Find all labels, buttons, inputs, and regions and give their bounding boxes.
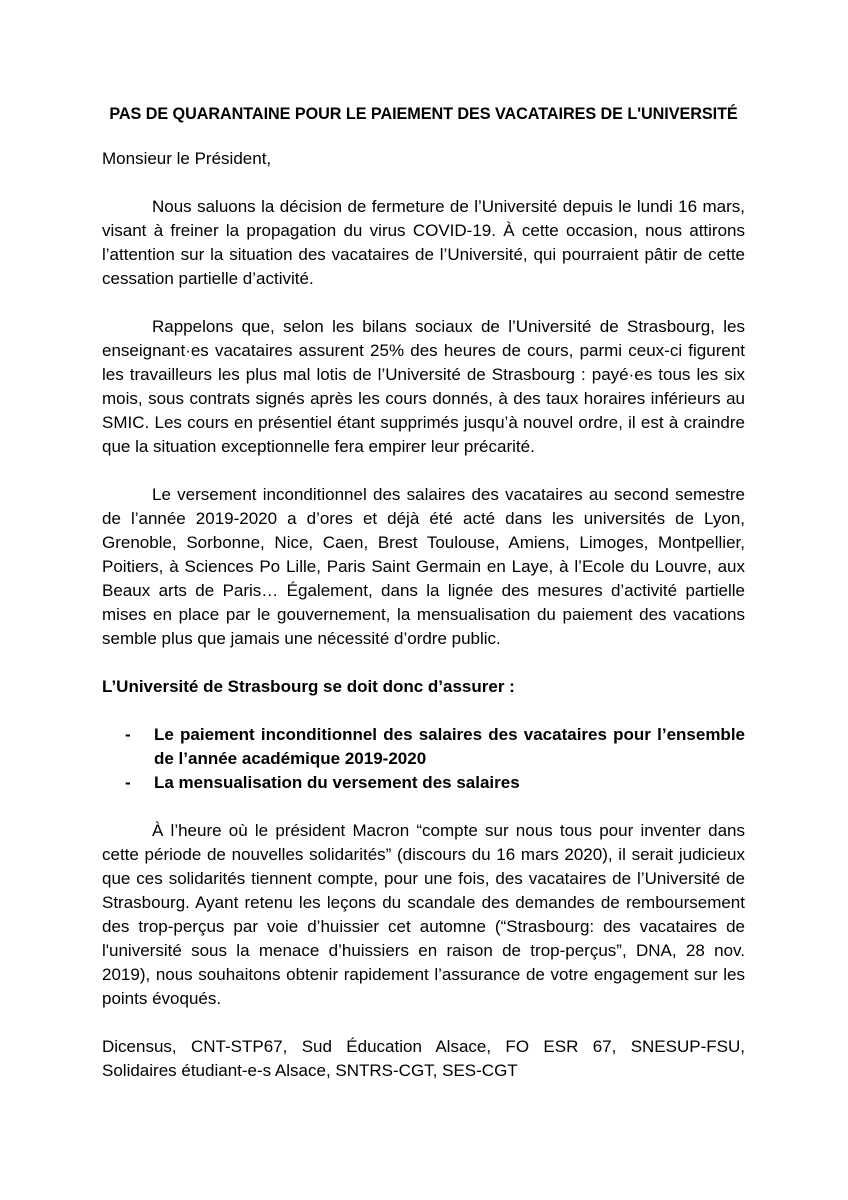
document-title: PAS DE QUARANTAINE POUR LE PAIEMENT DES VACATAIRES DE L'UNIVERSITÉ bbox=[109, 105, 738, 123]
signatories: Dicensus, CNT-STP67, Sud Éducation Alsace, FO ESR 67, SNESUP-FSU, Solidaires étudiant-e-s Alsace, SNTRS-CGT, SES-CGT bbox=[102, 1037, 745, 1080]
paragraph-other-universities: Le versement inconditionnel des salaires des vacataires au second semestre de l’année 2019-2020 a d’ores et déjà été acté dans les universités de Lyon, Grenoble, Sorbonne, Nice, Caen, Brest Toulouse, Amiens, Limoges, Montpellier, Poitiers, à Sciences Po Lille, Paris Saint Germain en Laye, à l’Ecole du Louvre, aux Beaux arts de Paris… Également, dans la lignée des mesures d’activité partielle mises en place par le gouvernement, la mensualisation du paiement des vacations semble plus que jamais une nécessité d’ordre public. bbox=[102, 485, 745, 648]
bullet-dash: - bbox=[125, 725, 131, 744]
document-body bbox=[102, 102, 745, 1083]
greeting: Monsieur le Président, bbox=[102, 149, 272, 168]
demand-text: La mensualisation du versement des salaires bbox=[154, 773, 520, 792]
paragraph-closure-decision: Nous saluons la décision de fermeture de l’Université depuis le lundi 16 mars, visant à freiner la propagation du virus COVID-19. À cette occasion, nous attirons l’attention sur la situation des vacataires de l’Université, qui pourraient pâtir de cette cessation partielle d’activité. bbox=[102, 197, 745, 288]
demands-heading: L’Université de Strasbourg se doit donc d’assurer : bbox=[102, 677, 515, 696]
paragraph-closing: À l’heure où le président Macron “compte sur nous tous pour inventer dans cette période de nouvelles solidarités” (discours du 16 mars 2020), il serait judicieux que ces solidarités tiennent compte, pour une fois, des vacataires de l’Université de Strasbourg. Ayant retenu les leçons du scandale des demandes de remboursement des trop-perçus par voie d’huissier cet automne (“Strasbourg: des vacataires de l'université sous la menace d’huissiers en raison de trop-perçus”, DNA, 28 nov. 2019), nous souhaitons obtenir rapidement l’assurance de votre engagement sur les points évoqués. bbox=[102, 821, 745, 1008]
paragraph-social-reports: Rappelons que, selon les bilans sociaux de l’Université de Strasbourg, les enseignant·es vacataires assurent 25% des heures de cours, parmi ceux-ci figurent les travailleurs les plus mal lotis de l’Université de Strasbourg : payé·es tous les six mois, sous contrats signés après les cours donnés, à des taux horaires inférieurs au SMIC. Les cours en présentiel étant supprimés jusqu’à nouvel ordre, il est à craindre que la situation exceptionnelle fera empirer leur précarité. bbox=[102, 317, 745, 456]
demand-text: Le paiement inconditionnel des salaires des vacataires pour l’ensemble de l’année académique 2019-2020 bbox=[154, 725, 745, 768]
bullet-dash: - bbox=[125, 773, 131, 792]
demands-list bbox=[102, 723, 745, 795]
demand-item bbox=[102, 771, 745, 795]
demand-item bbox=[102, 723, 745, 771]
